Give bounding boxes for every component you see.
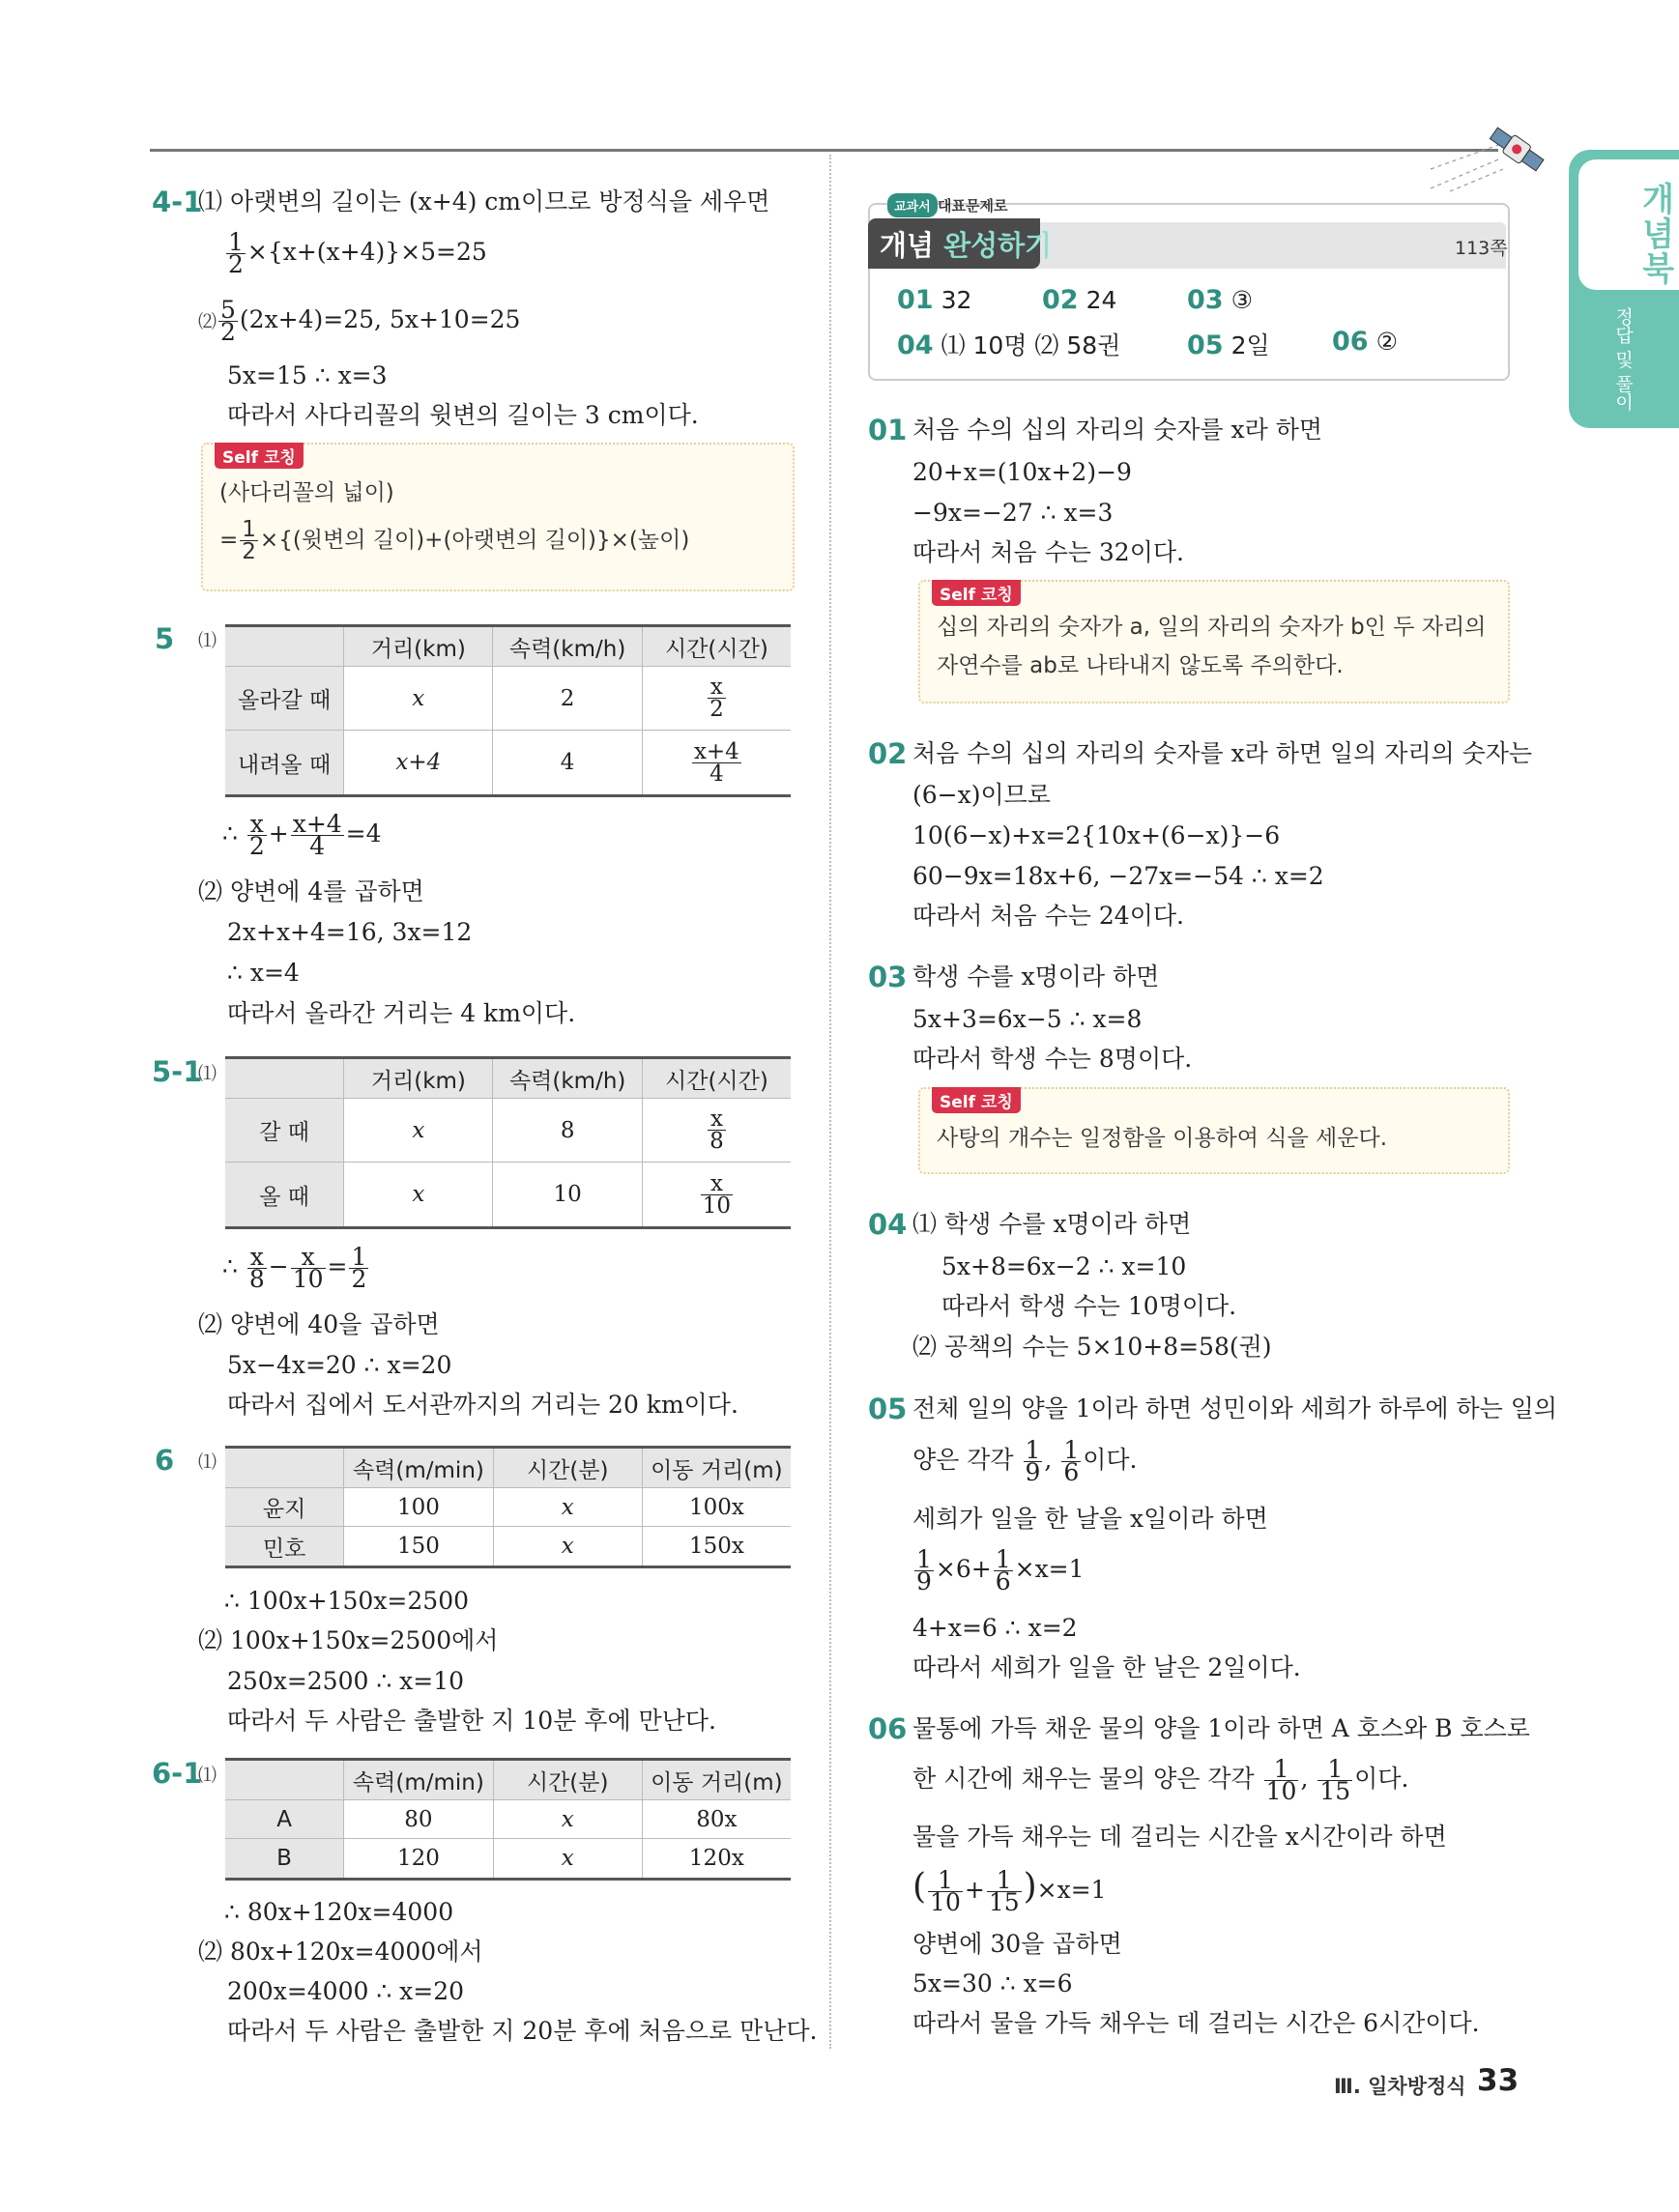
text-line: ⑵ 80x+120x=4000에서 [198,1938,483,1966]
text-line: ∴ 80x+120x=4000 [224,1898,454,1926]
text-line: 따라서 처음 수는 24이다. [912,902,1184,930]
equation-line: ( $\frac{1}{10}$ + $\frac{1}{15}$ )×x=1 [912,1866,1107,1916]
page-number: 33 [1477,2063,1520,2098]
problem-number: 5 [155,622,175,655]
speed-table: 거리(km) 속력(km/h) 시간(시간) 올라갈 때 x 2 $\frac{x}{2}$ 내려올 때 x+4 4 $\frac{x+4}{4}$ [225,624,791,797]
equation-line: 한 시간에 채우는 물의 양은 각각 $\frac{1}{10}$ , $\frac{1}{15}$ 이다. [912,1755,1409,1805]
text-line: 10(6−x)+x=2{10x+(6−x)}−6 [912,821,1281,849]
answer-06: 06 ② [1332,327,1398,357]
answer-05: 05 2일 [1187,330,1270,360]
text-line: 처음 수의 십의 자리의 숫자를 x라 하면 [912,416,1323,444]
text-line: 5x=30 ∴ x=6 [912,1969,1073,1997]
text-line: 따라서 두 사람은 출발한 지 10분 후에 만난다. [227,1707,716,1735]
answer-02: 02 24 [1042,285,1117,315]
text-line: ⑴ 아랫변의 길이는 (x+4) cm이므로 방정식을 세우면 [198,187,770,215]
text-line: 물통에 가득 채운 물의 양을 1이라 하면 A 호스와 B 호스로 [912,1714,1530,1742]
text-line: 200x=4000 ∴ x=20 [227,1977,465,2005]
text-line: 따라서 학생 수는 10명이다. [941,1292,1237,1320]
question-number: 06 [868,1712,908,1745]
equation-line: ∴ $\frac{x}{2}$ + $\frac{x+4}{4}$ =4 [222,810,382,860]
fraction: $\frac{1}{2}$ [228,228,244,278]
self-coaching-tag: Self 코칭 [932,1087,1021,1113]
text-line: 처음 수의 십의 자리의 숫자를 x라 하면 일의 자리의 숫자는 [912,739,1533,767]
text-line: 60−9x=18x+6, −27x=−54 ∴ x=2 [912,862,1324,890]
text-line: 물을 가득 채우는 데 걸리는 시간을 x시간이라 하면 [912,1823,1447,1851]
distance-table: 속력(m/min) 시간(분) 이동 거리(m) 윤지 100 x 100x 민호 150 x 150x [225,1446,791,1568]
text-line: 5x−4x=20 ∴ x=20 [227,1351,452,1379]
equation-line: 양은 각각 $\frac{1}{9}$ , $\frac{1}{6}$ 이다. [912,1436,1138,1486]
banner-badge: 교과서 [887,193,938,217]
question-number: 01 [868,414,908,446]
text-line: ⑵ 양변에 4를 곱하면 [198,877,424,905]
answer-04: 04 ⑴ 10명 ⑵ 58권 [897,330,1121,360]
text-line: 세희가 일을 한 날을 x일이라 하면 [912,1505,1268,1533]
text-line: 5x+8=6x−2 ∴ x=10 [941,1252,1187,1280]
equation-line: $\frac{1}{9}$ ×6+ $\frac{1}{6}$ ×x=1 [916,1545,1085,1595]
answer-01: 01 32 [897,285,972,315]
self-coaching-box: Self 코칭 십의 자리의 숫자가 a, 일의 자리의 숫자가 b인 두 자리의 자연수를 ab로 나타내지 않도록 주의한다. [918,580,1510,704]
text-line: 따라서 올라간 거리는 4 km이다. [227,999,576,1027]
problem-number: 6 [155,1444,175,1477]
text-line: 20+x=(10x+2)−9 [912,458,1132,486]
text-line: ⑵ 양변에 40을 곱하면 [198,1310,440,1338]
question-number: 03 [868,961,908,993]
problem-number: 6-1 [152,1757,203,1790]
text-line: ∴ x=4 [227,959,300,987]
speed-table: 거리(km) 속력(km/h) 시간(시간) 갈 때 x 8 $\frac{x}{8}$ 올 때 x 10 $\frac{x}{10}$ [225,1056,791,1229]
problem-number: 4-1 [152,186,203,218]
fraction: $\frac{x+4}{4}$ [693,738,739,787]
text-line: 250x=2500 ∴ x=10 [227,1667,465,1695]
text-line: ∴ 100x+150x=2500 [224,1587,470,1615]
text-line: 5x+3=6x−5 ∴ x=8 [912,1005,1143,1033]
banner-title: 개념 완성하기 [880,229,1053,262]
self-coaching-box: Self 코칭 사탕의 개수는 일정함을 이용하여 식을 세운다. [918,1087,1510,1174]
text-line: −9x=−27 ∴ x=3 [912,499,1114,527]
text-line: 5x=15 ∴ x=3 [227,361,388,389]
fraction: $\frac{5}{2}$ [220,296,236,346]
equation-line: ∴ $\frac{x}{8}$ − $\frac{x}{10}$ = $\frac{1}{2}$ [222,1243,367,1293]
sub-label: ⑴ [198,630,217,651]
equation-line: $\frac{1}{2}$ ×{x+(x+4)}×5=25 [228,228,487,278]
text-line: 따라서 처음 수는 32이다. [912,538,1184,566]
question-number: 02 [868,737,908,770]
text-line: 학생 수를 x명이라 하면 [912,962,1160,991]
text-line: 따라서 집에서 도서관까지의 거리는 20 km이다. [227,1391,738,1419]
fraction: $\frac{x}{2}$ [709,675,724,722]
answer-03: 03 ③ [1187,285,1253,315]
column-divider [829,155,831,2049]
banner-small: 대표문제로 [938,197,1008,215]
distance-table: 속력(m/min) 시간(분) 이동 거리(m) A 80 x 80x B 120 x 120x [225,1758,791,1881]
problem-number: 5-1 [152,1055,203,1088]
sub-label: ⑴ [198,1063,217,1084]
sub-label: ⑴ [198,1451,217,1473]
text-line: 따라서 두 사람은 출발한 지 20분 후에 처음으로 만난다. [227,2017,818,2045]
header-rule [150,149,1498,152]
satellite-icon [1421,116,1547,193]
text-line: 4+x=6 ∴ x=2 [912,1614,1078,1642]
text-line: ⑴ 학생 수를 x명이라 하면 [912,1210,1192,1238]
self-coaching-tag: Self 코칭 [932,580,1021,606]
text-line: 따라서 물을 가득 채우는 데 걸리는 시간은 6시간이다. [912,2009,1480,2037]
text-line: 따라서 세희가 일을 한 날은 2일이다. [912,1653,1301,1681]
self-coaching-box: Self 코칭 (사다리꼴의 넓이) = $\frac{1}{2}$ ×{(윗변의 길이)+(아랫변의 길이)}×(높이) [201,443,795,591]
text-line: (6−x)이므로 [912,781,1051,809]
question-number: 04 [868,1208,908,1241]
text-line: 따라서 학생 수는 8명이다. [912,1045,1193,1073]
text-line: 전체 일의 양을 1이라 하면 성민이와 세희가 하루에 하는 일의 [912,1394,1558,1422]
self-coaching-tag: Self 코칭 [215,443,304,469]
sub-label: ⑴ [198,1765,217,1786]
banner-page: 113쪽 [1455,238,1508,259]
side-tab-subtitle: 정답 및 풀이 [1612,307,1634,412]
text-line: 양변에 30을 곱하면 [912,1930,1122,1958]
text-line: 따라서 사다리꼴의 윗변의 길이는 3 cm이다. [227,401,699,429]
footer-chapter: Ⅲ. 일차방정식 [1334,2075,1466,2098]
text-line: 2x+x+4=16, 3x=12 [227,918,473,946]
text-line: ⑵ 100x+150x=2500에서 [198,1626,499,1654]
equation-line: ⑵ $\frac{5}{2}$ (2x+4)=25, 5x+10=25 [198,296,521,346]
fraction: $\frac{1}{2}$ [242,517,256,564]
question-number: 05 [868,1393,908,1425]
text-line: ⑵ 공책의 수는 5×10+8=58(권) [912,1333,1272,1361]
side-tab-title: 개념북 [1636,182,1674,286]
